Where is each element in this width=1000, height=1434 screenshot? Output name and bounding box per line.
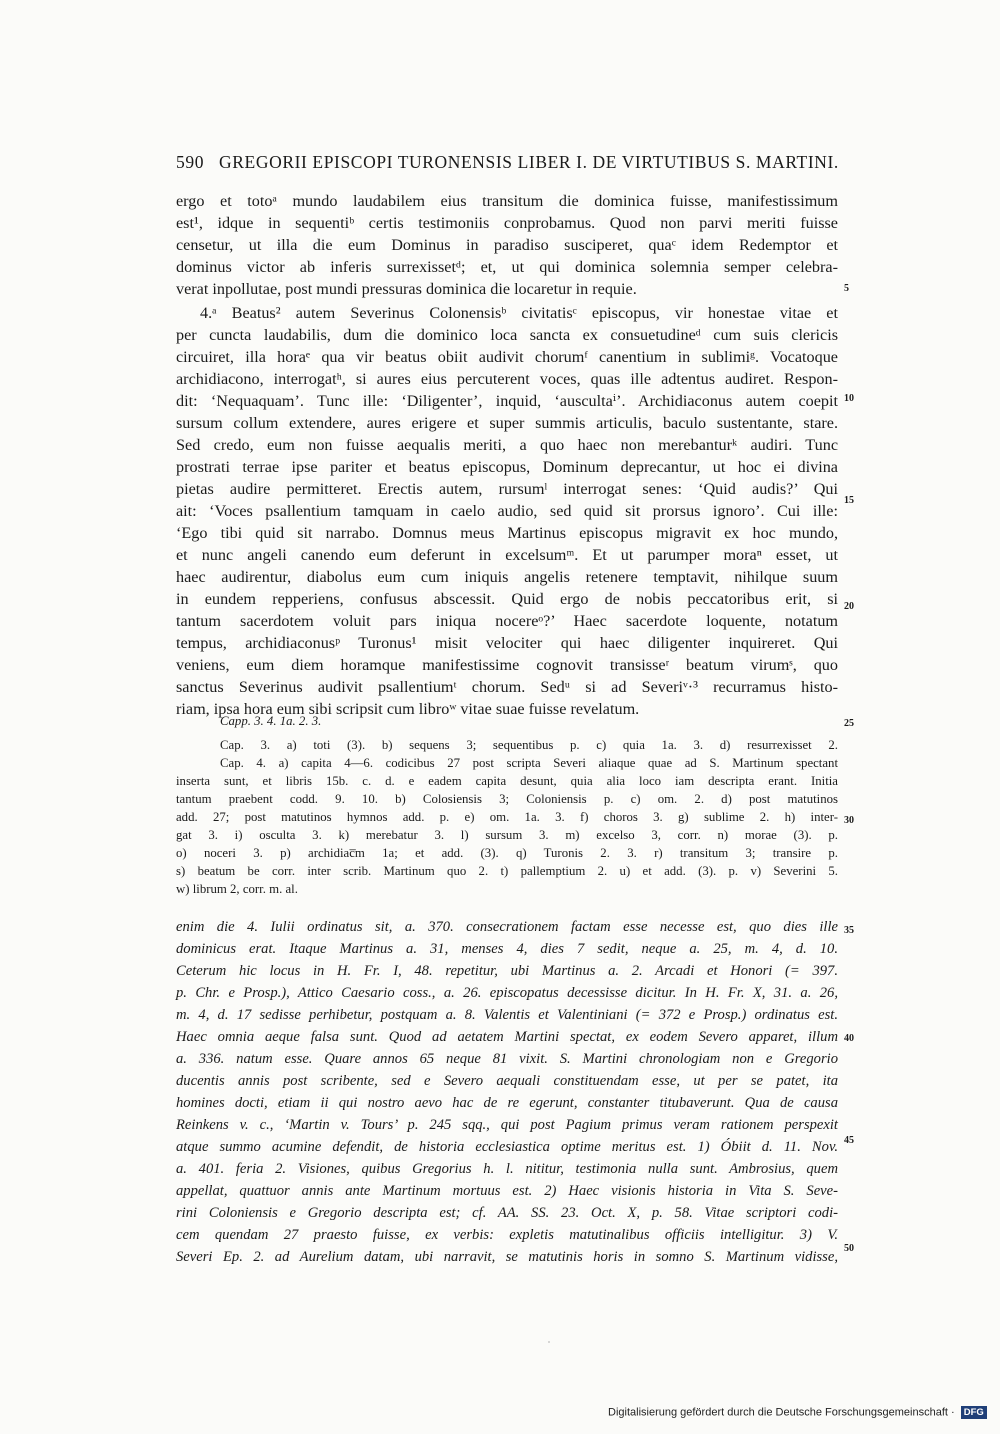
main-line: ait: ‘Voces psallentium tamquam in caelo audio, sed quid sit prorsus ignoro’. Cui ille: [176,502,838,520]
note-line: homines docti, etiam ii qui nostro aevo hac de re egerunt, constanter titubaverunt. Qua de causa [176,1095,838,1111]
note-line: cem quendam 27 praesto fuisse, ex verbis: expletis matutinalibus officiis intelligitur. 3) V. [176,1227,838,1243]
note-line: enim die 4. Iulii ordinatus sit, a. 370. consecrationem factam esse necesse est, quo dies ille [176,919,838,935]
apparatus-line: w) librum 2, corr. m. al. [176,882,298,896]
line-number: 50 [844,1243,854,1254]
digitization-credit [608,1406,987,1419]
note-line: Ceterum hic locus in H. Fr. I, 48. repetitur, ubi Martinus a. 2. Arcadi et Honori (= 397. [176,963,838,979]
main-line: prostrati terrae ipse pariter et beatus episcopus, Dominum deprecantur, ut hoc ei divina [176,458,838,476]
apparatus-line: Capp. 3. 4. 1a. 2. 3. [220,714,322,728]
line-number: 15 [844,495,854,506]
main-line: sursum collum extendere, aures erigere et super summis articulis, baculo sustentante, stare. [176,414,838,432]
main-line: dominus victor ab inferis surrexissetᵈ; et, ut qui dominica solemnia semper celebra- [176,258,838,276]
apparatus-line: add. 27; post matutinos hymnos add. p. e) om. 1a. 3. f) choros 3. g) sublime 2. h) inter- [176,810,838,824]
note-line: a. 401. feria 2. Visiones, quibus Gregorius h. l. nititur, testimonia nulla sunt. Ambrosius, quem [176,1161,838,1177]
main-line: 4.ᵃ Beatus² autem Severinus Colonensisᵇ civitatisᶜ episcopus, vir honestae vitae et [200,304,838,322]
apparatus-line: inserta sunt, et libris 15b. c. d. e eadem capita desunt, quia alia loco iam descripta erant. Initia [176,774,838,788]
main-line: tantum sacerdotem voluit pars iniqua nocereᵒ?’ Haec sacerdote loquente, notatum [176,612,838,630]
main-line: pietas audire permitteret. Erectis autem, rursumˡ interrogat senes: ‘Quid audis?’ Qui [176,480,838,498]
note-line: Reinkens v. c., ‘Martin v. Tours’ p. 245 sqq., qui post Pagium primus veram rationem perspexit [176,1117,838,1133]
apparatus-line: s) beatum be corr. inter scrib. Martinum quo 2. t) pallemptium 2. u) et add. (3). p. v) Severini 5. [176,864,838,878]
page-number: 590 [176,152,205,172]
main-line: haec audirentur, diabolus eum cum iniquis angelis retenere temptavit, nihilque suum [176,568,838,586]
main-line: et nunc angeli canendo eum deferunt in excelsumᵐ. Et ut parumper moraⁿ esset, ut [176,546,838,564]
line-number: 40 [844,1033,854,1044]
main-line: tempus, archidiaconusᵖ Turonus¹ misit velociter qui haec diligenter inquireret. Qui [176,634,838,652]
dfg-logo: DFG [961,1406,987,1419]
main-line: censetur, ut illa die eum Dominus in paradiso susciperet, quaᶜ idem Redemptor et [176,236,838,254]
main-line: est¹, idque in sequentiᵇ certis testimoniis conprobamus. Quod non parvi meriti fuisse [176,214,838,232]
note-line: rini Coloniensis e Gregorio descripta est; cf. AA. SS. 23. Oct. X, p. 58. Vitae scriptori codi- [176,1205,838,1221]
main-line: sanctus Severinus audivit psallentiumᵗ chorum. Sedᵘ si ad Severiᵛ·³ recurramus histo- [176,678,838,696]
credit-text: Digitalisierung gefördert durch die Deutsche Forschungsgemeinschaft · [608,1406,955,1419]
running-title: GREGORII EPISCOPI TURONENSIS LIBER I. DE VIRTUTIBUS S. MARTINI. [219,152,839,172]
note-line: appellat, quattuor annis ante Martinum mortuus est. 2) Haec visionis historia in Vita S. Seve- [176,1183,838,1199]
main-line: archidiacono, interrogatʰ, si aures eius percuterent voces, quas ille adtentus audiret. Respon- [176,370,838,388]
note-line: Haec omnia aeque falsa sunt. Quod ad aetatem Martini spectat, ex eodem Severo apparet, illum [176,1029,838,1045]
note-line: Severi Ep. 2. ad Aurelium datam, ubi narravit, se matutinis horis in somno S. Martinum vidisse, [176,1249,838,1265]
main-line: ‘Ego tibi quid sit narrabo. Domnus meus Martinus episcopus migravit ex hoc mundo, [176,524,838,542]
main-line: riam, ipsa hora eum sibi scripsit cum libroʷ vitae suae fuisse revelatum. [176,700,640,718]
running-head [176,152,839,173]
apparatus-line: Cap. 4. a) capita 4—6. codicibus 27 post scripta Severi aliaque quae ad S. Martinum spectant [220,756,838,770]
note-line: ducentis annis post scribente, sed e Severo aequali constituendam esse, ut per se patet, ita [176,1073,838,1089]
note-line: m. 4, d. 17 sedisse perhibetur, postquam a. 8. Valentis et Valentiniani (= 372 e Prosp.) ordinatus est. [176,1007,838,1023]
apparatus-line: o) noceri 3. p) archidiac̅m 1a; et add. (3). q) Turonis 2. 3. r) transitum 3; transire p. [176,846,838,860]
apparatus-line: tantum praebent codd. 9. 10. b) Colosiensis 3; Coloniensis p. c) om. 2. d) post matutinos [176,792,838,806]
line-number: 10 [844,393,854,404]
main-line: Sed credo, eum non fuisse aequalis meriti, a quo haec non merebanturᵏ audiri. Tunc [176,436,838,454]
main-line: per cuncta laudabilis, dum die dominico loca sancta ex consuetudineᵈ cum suis clericis [176,326,838,344]
line-number: 25 [844,718,854,729]
note-line: p. Chr. e Prosp.), Attico Caesario coss., a. 26. episcopatus decessisse dicitur. In H. Fr. X, 31. a. 26, [176,985,838,1001]
main-line: dit: ‘Nequaquam’. Tunc ille: ‘Diligenter’, inquid, ‘auscultaⁱ’. Archidiaconus autem coepit [176,392,838,410]
line-number: 5 [844,283,849,294]
scan-speck [548,1341,550,1343]
apparatus-line: Cap. 3. a) toti (3). b) sequens 3; sequentibus p. c) quia 1a. 3. d) resurrexisset 2. [220,738,838,752]
note-line: dominicus erat. Itaque Martinus a. 31, menses 4, dies 7 sedit, neque a. 25, m. 4, d. 10. [176,941,838,957]
line-number: 20 [844,601,854,612]
note-line: atque summo acumine defendit, de historia ecclesiastica optime meritus est. 1) Óbiit d. 11. Nov. [176,1139,838,1155]
main-line: ergo et totoᵃ mundo laudabilem eius transitum die dominica fuisse, manifestissimum [176,192,838,210]
line-number: 30 [844,815,854,826]
note-line: a. 336. natum esse. Quare annos 65 neque 81 vixit. S. Martini chronologiam non e Gregorio [176,1051,838,1067]
line-number: 35 [844,925,854,936]
line-number: 45 [844,1135,854,1146]
main-line: in eundem repperiens, confusus abscessit. Quid ergo de nobis peccatoribus erit, si [176,590,838,608]
main-line: veniens, eum diem horamque manifestissime cognovit transisseʳ beatum virumˢ, quo [176,656,838,674]
apparatus-line: gat 3. i) osculta 3. k) merebatur 3. l) sursum 3. m) excelso 3, corr. n) morae (3). p. [176,828,838,842]
main-line: verat inpollutae, post mundi pressuras dominica die locaretur in requie. [176,280,637,298]
main-line: circuiret, illa horaᵉ qua vir beatus obiit audivit chorumᶠ canentium in sublimiᵍ. Vocatoque [176,348,838,366]
